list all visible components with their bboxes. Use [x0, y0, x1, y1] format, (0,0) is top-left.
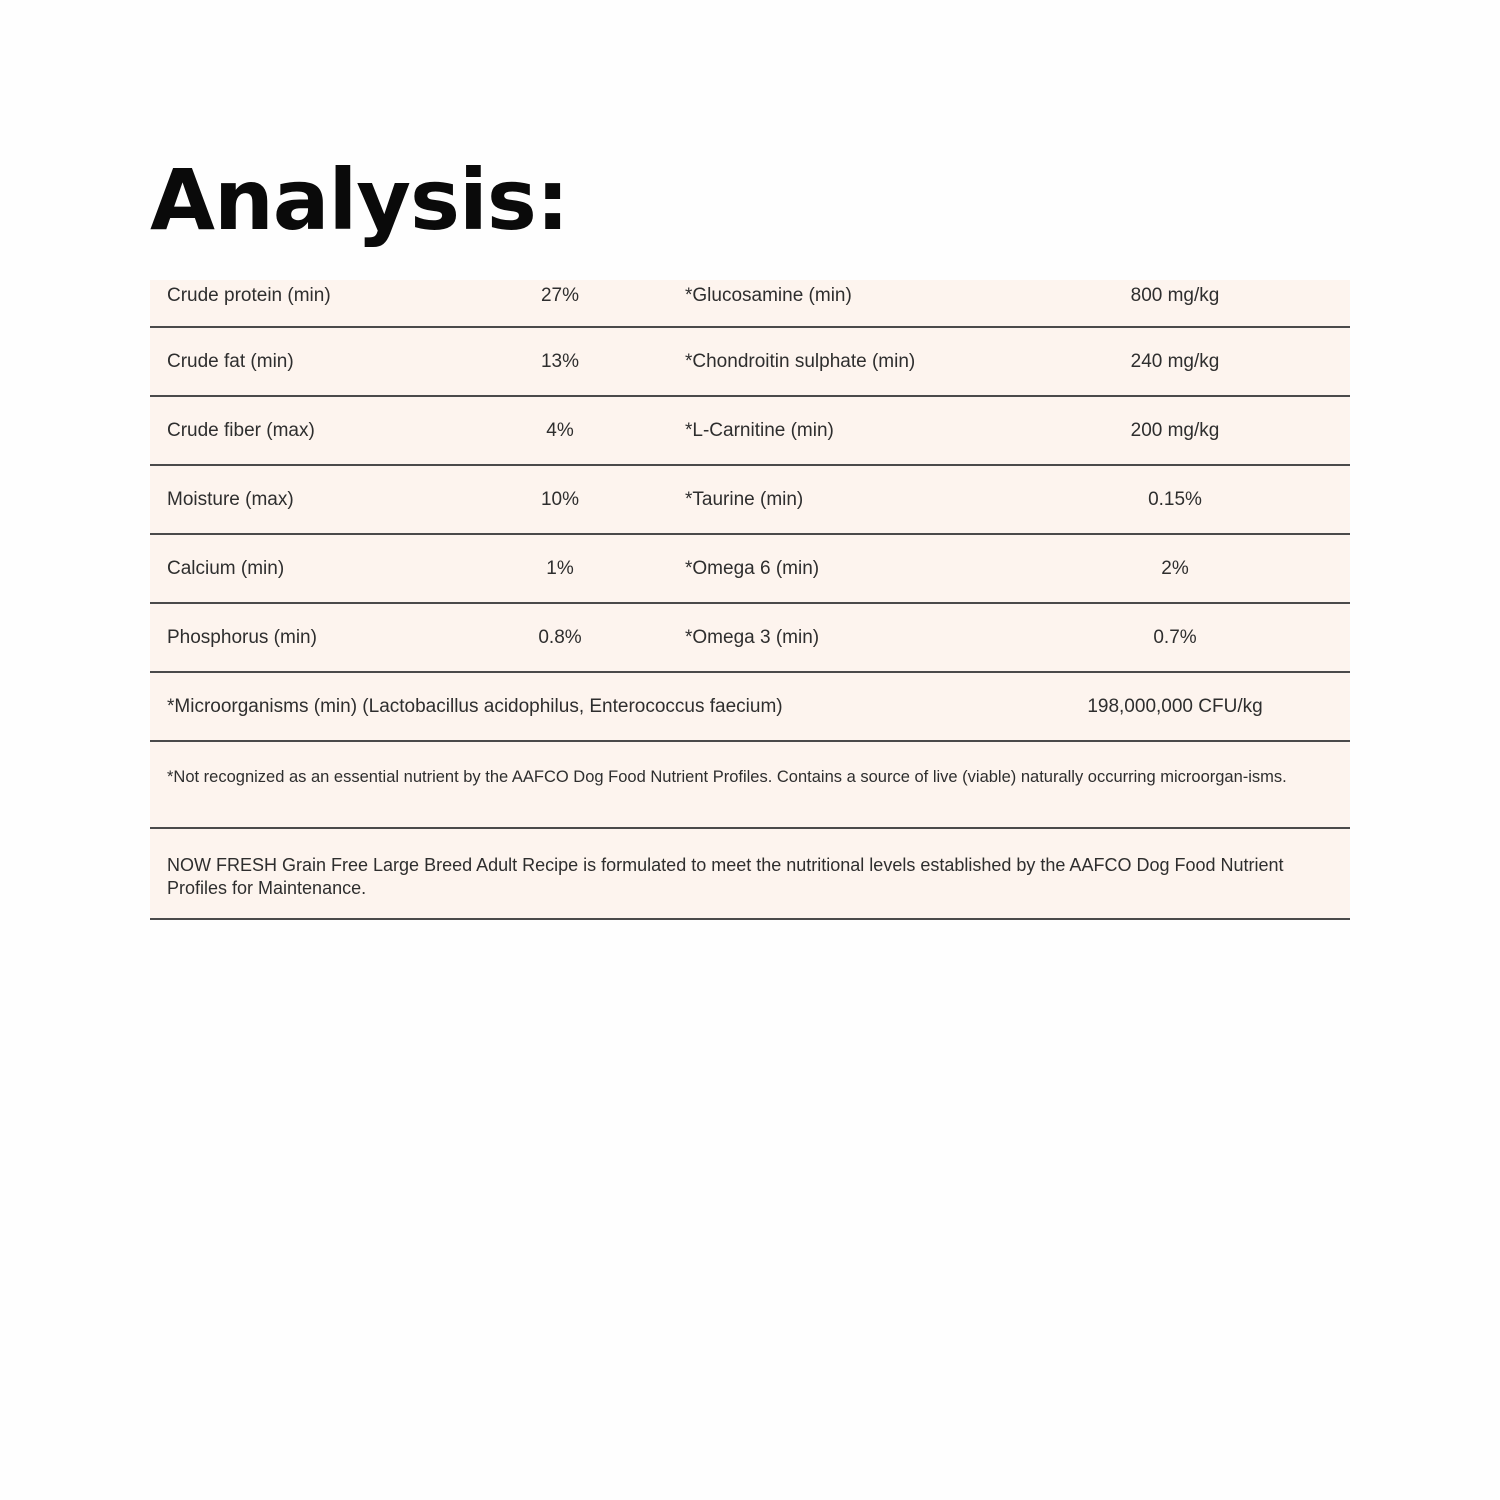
- table-row: [150, 397, 1350, 466]
- table-row: [150, 328, 1350, 397]
- microorganisms-row: [150, 673, 1350, 742]
- nutrient-value: 13%: [540, 350, 580, 372]
- nutrient-name: Crude protein (min): [167, 285, 331, 306]
- nutrient-name: Crude fiber (max): [167, 419, 315, 441]
- nutrient-name: *L-Carnitine (min): [685, 419, 834, 441]
- analysis-table: [150, 280, 1350, 920]
- nutrient-value: 1%: [546, 557, 574, 579]
- nutrient-name: *Chondroitin sulphate (min): [685, 350, 916, 372]
- nutrient-value: 27%: [540, 285, 580, 306]
- nutrient-value: 2%: [1161, 557, 1189, 579]
- table-row: [150, 280, 1350, 328]
- nutrient-value: 240 mg/kg: [1130, 350, 1220, 372]
- nutrient-name: Calcium (min): [167, 557, 285, 579]
- aafco-statement-text: NOW FRESH Grain Free Large Breed Adult Recipe is formulated to meet the nutritional levels established by the AAFCO Dog Food Nutrient Profiles for Maintenance.: [167, 855, 1284, 898]
- nutrient-name: *Glucosamine (min): [685, 285, 852, 306]
- page-title: Analysis:: [150, 151, 569, 249]
- table-row: [150, 466, 1350, 535]
- microorganisms-label: *Microorganisms (min) (Lactobacillus acidophilus, Enterococcus faecium): [167, 695, 783, 717]
- nutrient-value: 0.7%: [1153, 626, 1197, 648]
- nutrient-value: 0.15%: [1148, 488, 1202, 510]
- nutrient-name: *Taurine (min): [685, 488, 804, 510]
- nutrient-value: 200 mg/kg: [1130, 419, 1220, 441]
- nutrient-value: 4%: [546, 419, 574, 441]
- nutrient-value: 800 mg/kg: [1130, 285, 1220, 306]
- nutrient-value: 10%: [540, 488, 580, 510]
- table-row: [150, 535, 1350, 604]
- nutrient-name: *Omega 3 (min): [685, 626, 820, 648]
- nutrient-name: Phosphorus (min): [167, 626, 317, 648]
- footnote-row: [150, 742, 1350, 829]
- nutrient-name: Moisture (max): [167, 488, 294, 510]
- nutrient-value: 0.8%: [538, 626, 582, 648]
- microorganisms-value: 198,000,000 CFU/kg: [1087, 695, 1263, 717]
- aafco-statement-row: [150, 829, 1350, 920]
- nutrient-name: Crude fat (min): [167, 350, 294, 372]
- footnote-text: *Not recognized as an essential nutrient by the AAFCO Dog Food Nutrient Profiles. Contains a source of live (viable) naturally occurring microorgan-isms.: [167, 768, 1287, 786]
- nutrient-name: *Omega 6 (min): [685, 557, 820, 579]
- table-row: [150, 604, 1350, 673]
